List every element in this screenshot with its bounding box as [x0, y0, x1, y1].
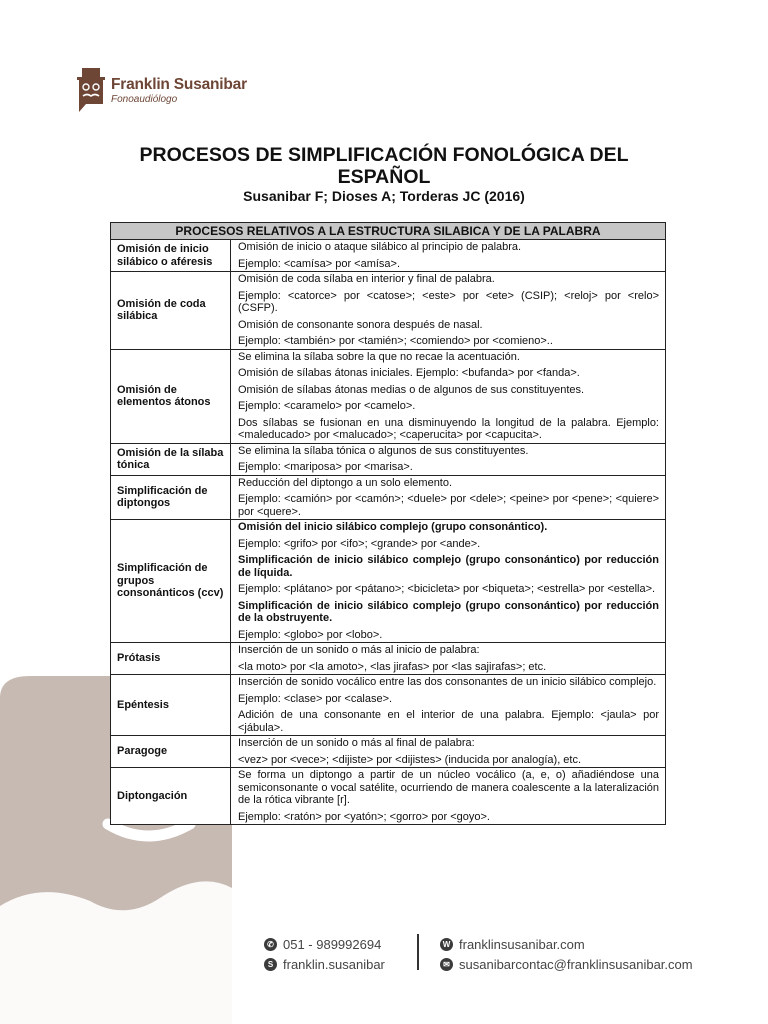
description-line: Omisión de sílabas átonas iniciales. Ejemplo: <bufanda> por <fanda>. [238, 367, 580, 379]
description-line: Ejemplo: <clase> por <calase>. [238, 692, 393, 705]
description-line: Ejemplo: <grifo> por <ifo>; <grande> por <ande>. [238, 537, 481, 550]
description-line: Se elimina la sílaba tónica o algunos de sus constituyentes. [238, 444, 529, 457]
whatsapp-icon: ✆ [264, 938, 277, 951]
description-line: Inserción de sonido vocálico entre las dos consonantes de un inicio silábico complejo. [238, 676, 657, 688]
process-name: Omisión de inicio silábico o aféresis [111, 240, 231, 272]
process-description [231, 736, 666, 768]
process-description [231, 675, 666, 736]
contact-email[interactable] [440, 954, 693, 974]
contact-phone-text: 051 - 989992694 [283, 936, 382, 952]
document-subtitle: Susanibar F; Dioses A; Torderas JC (2016) [243, 188, 525, 204]
processes-table [110, 222, 666, 825]
description-subheading: Omisión del inicio silábico complejo (grupo consonántico). [238, 521, 548, 533]
description-line: Ejemplo: <ratón> por <yatón>; <gorro> por <goyo>. [238, 810, 490, 823]
process-description [231, 643, 666, 675]
description-line: Dos sílabas se fusionan en una disminuyendo la longitud de la palabra. Ejemplo: <maleducado> por <malucado>; <caperucita> por <capucita>. [238, 416, 659, 441]
email-icon: ✉ [440, 958, 453, 971]
description-line: Omisión de sílabas átonas medias o de algunos de sus constituyentes. [238, 383, 585, 396]
description-subheading: Simplificación de inicio silábico complejo (grupo consonántico) por reducción de la obstruyente. [238, 599, 659, 624]
table-row [111, 520, 666, 643]
contact-email-text: susanibarcontac@franklinsusanibar.com [459, 956, 693, 972]
description-line: Ejemplo: <catorce> por <catose>; <este> por <ete> (CSIP); <reloj> por <relo> (CSFP). [238, 289, 659, 314]
table-row [111, 643, 666, 675]
table-row [111, 475, 666, 520]
description-line: Ejemplo: <mariposa> por <marisa>. [238, 461, 413, 473]
process-description [231, 272, 666, 350]
description-line: Reducción del diptongo a un solo elemento. [238, 476, 453, 489]
description-line: <la moto> por <la amoto>, <las jirafas> por <las sajirafas>; etc. [238, 660, 547, 673]
contact-skype[interactable] [264, 954, 385, 974]
process-description [231, 768, 666, 825]
table-header-row [111, 223, 666, 240]
process-name: Paragoge [111, 736, 231, 768]
description-line: Ejemplo: <también> por <tamién>; <comiendo> por <comieno>.. [238, 335, 553, 347]
description-line: Ejemplo: <globo> por <lobo>. [238, 628, 383, 641]
process-name: Prótasis [111, 643, 231, 675]
description-line: Se elimina la sílaba sobre la que no recae la acentuación. [238, 350, 520, 363]
description-line: Adición de una consonante en el interior de una palabra. Ejemplo: <jaula> por <jábula>. [238, 709, 659, 734]
contact-left [264, 934, 385, 974]
skype-icon: S [264, 958, 277, 971]
process-description [231, 443, 666, 475]
process-name: Simplificación de diptongos [111, 475, 231, 520]
document-title: PROCESOS DE SIMPLIFICACIÓN FONOLÓGICA DEL ESPAÑOL [139, 144, 629, 188]
contact-skype-text: franklin.susanibar [283, 956, 385, 972]
contact-web[interactable] [440, 934, 693, 954]
table-row [111, 240, 666, 272]
description-line: Se forma un diptongo a partir de un núcleo vocálico (a, e, o) añadiéndose una semiconsonante o vocal satélite, ocurriendo de manera coalescente a la lateralización de la rótica vibrante [r]. [238, 769, 659, 806]
process-name: Diptongación [111, 768, 231, 825]
process-name: Epéntesis [111, 675, 231, 736]
web-icon: W [440, 938, 453, 951]
description-subheading: Simplificación de inicio silábico complejo (grupo consonántico) por reducción de líquida. [238, 554, 659, 579]
description-line: Omisión de inicio o ataque silábico al principio de palabra. [238, 241, 522, 253]
logo-name: Franklin Susanibar [111, 75, 247, 93]
table-row [111, 349, 666, 443]
table-row [111, 272, 666, 350]
table-row [111, 736, 666, 768]
contact-phone[interactable] [264, 934, 385, 954]
process-name: Omisión de coda silábica [111, 272, 231, 350]
table-row [111, 675, 666, 736]
description-line: Ejemplo: <caramelo> por <camelo>. [238, 400, 416, 412]
description-line: Omisión de consonante sonora después de nasal. [238, 318, 483, 331]
description-line: Ejemplo: <plátano> por <pátano>; <bicicleta> por <biqueta>; <estrella> por <estella>. [238, 583, 656, 595]
brand-logo [76, 68, 247, 112]
description-line: Ejemplo: <camión> por <camón>; <duele> por <dele>; <peine> por <pene>; <quiere> por <quere>. [238, 493, 659, 518]
contact-divider [417, 934, 419, 970]
description-line: Inserción de un sonido o más al inicio de palabra: [238, 644, 480, 656]
description-line: Ejemplo: <camísa> por <amísa>. [238, 257, 401, 270]
contact-right [440, 934, 693, 974]
contact-web-text: franklinsusanibar.com [459, 936, 585, 952]
process-name: Omisión de la sílaba tónica [111, 443, 231, 475]
process-name: Simplificación de grupos consonánticos (ccv) [111, 520, 231, 643]
process-description [231, 240, 666, 272]
table-row [111, 768, 666, 825]
process-description [231, 520, 666, 643]
process-name: Omisión de elementos átonos [111, 349, 231, 443]
logo-subtitle: Fonoaudiólogo [111, 93, 178, 105]
process-description [231, 349, 666, 443]
description-line: <vez> por <vece>; <dijiste> por <dijistes> (inducida por analogía), etc. [238, 753, 582, 766]
description-line: Inserción de un sonido o más al final de palabra: [238, 737, 475, 749]
description-line: Omisión de coda sílaba en interior y final de palabra. [238, 273, 495, 285]
table-header: PROCESOS RELATIVOS A LA ESTRUCTURA SILABICA Y DE LA PALABRA [111, 223, 666, 240]
logo-icon [76, 68, 106, 112]
table-row [111, 443, 666, 475]
process-description [231, 475, 666, 520]
